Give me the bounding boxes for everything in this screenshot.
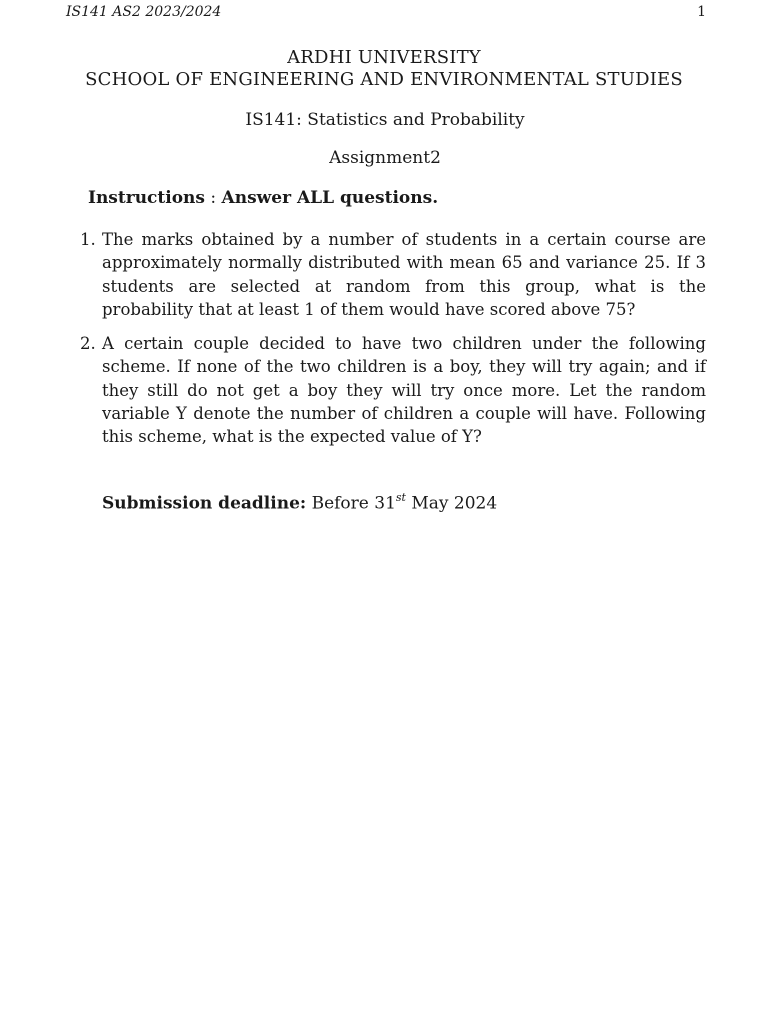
course-title: IS141: Statistics and Probability [245,110,525,130]
university-name: ARDHI UNIVERSITY [287,47,481,68]
question-number: 2. [80,334,96,354]
deadline-after: May 2024 [411,493,498,514]
running-header [66,4,706,24]
question-list [78,228,706,460]
deadline-label: Submission deadline: [102,493,307,514]
deadline-before: Before 31 [311,493,396,514]
question-text: A certain couple decided to have two children under the following scheme. If none of the two children is a boy, they will try again; and if they still do not get a boy they will try once more. Let the random variable Y denote the number of children a couple will have. Following this scheme, what is the expected value of Y? [102,334,706,447]
page-number: 1 [697,4,706,20]
instructions [88,188,438,208]
title-block [0,47,768,91]
question-text: The marks obtained by a number of students in a certain course are approximately normally distributed with mean 65 and variance 25. If 3 students are selected at random from this group, what is the probability that at least 1 of them would have scored above 75? [102,230,706,319]
assignment-title: Assignment2 [329,148,441,168]
question-item [78,228,706,321]
submission-deadline [102,492,497,514]
school-name: SCHOOL OF ENGINEERING AND ENVIRONMENTAL STUDIES [85,69,683,90]
question-number: 1. [80,230,96,249]
instructions-label: Instructions [88,188,205,208]
instructions-text: Answer ALL questions. [221,188,439,208]
deadline-superscript: st [395,491,406,504]
running-header-title: IS141 AS2 2023/2024 [66,4,222,20]
question-item [78,332,706,448]
instructions-separator: : [204,188,222,208]
